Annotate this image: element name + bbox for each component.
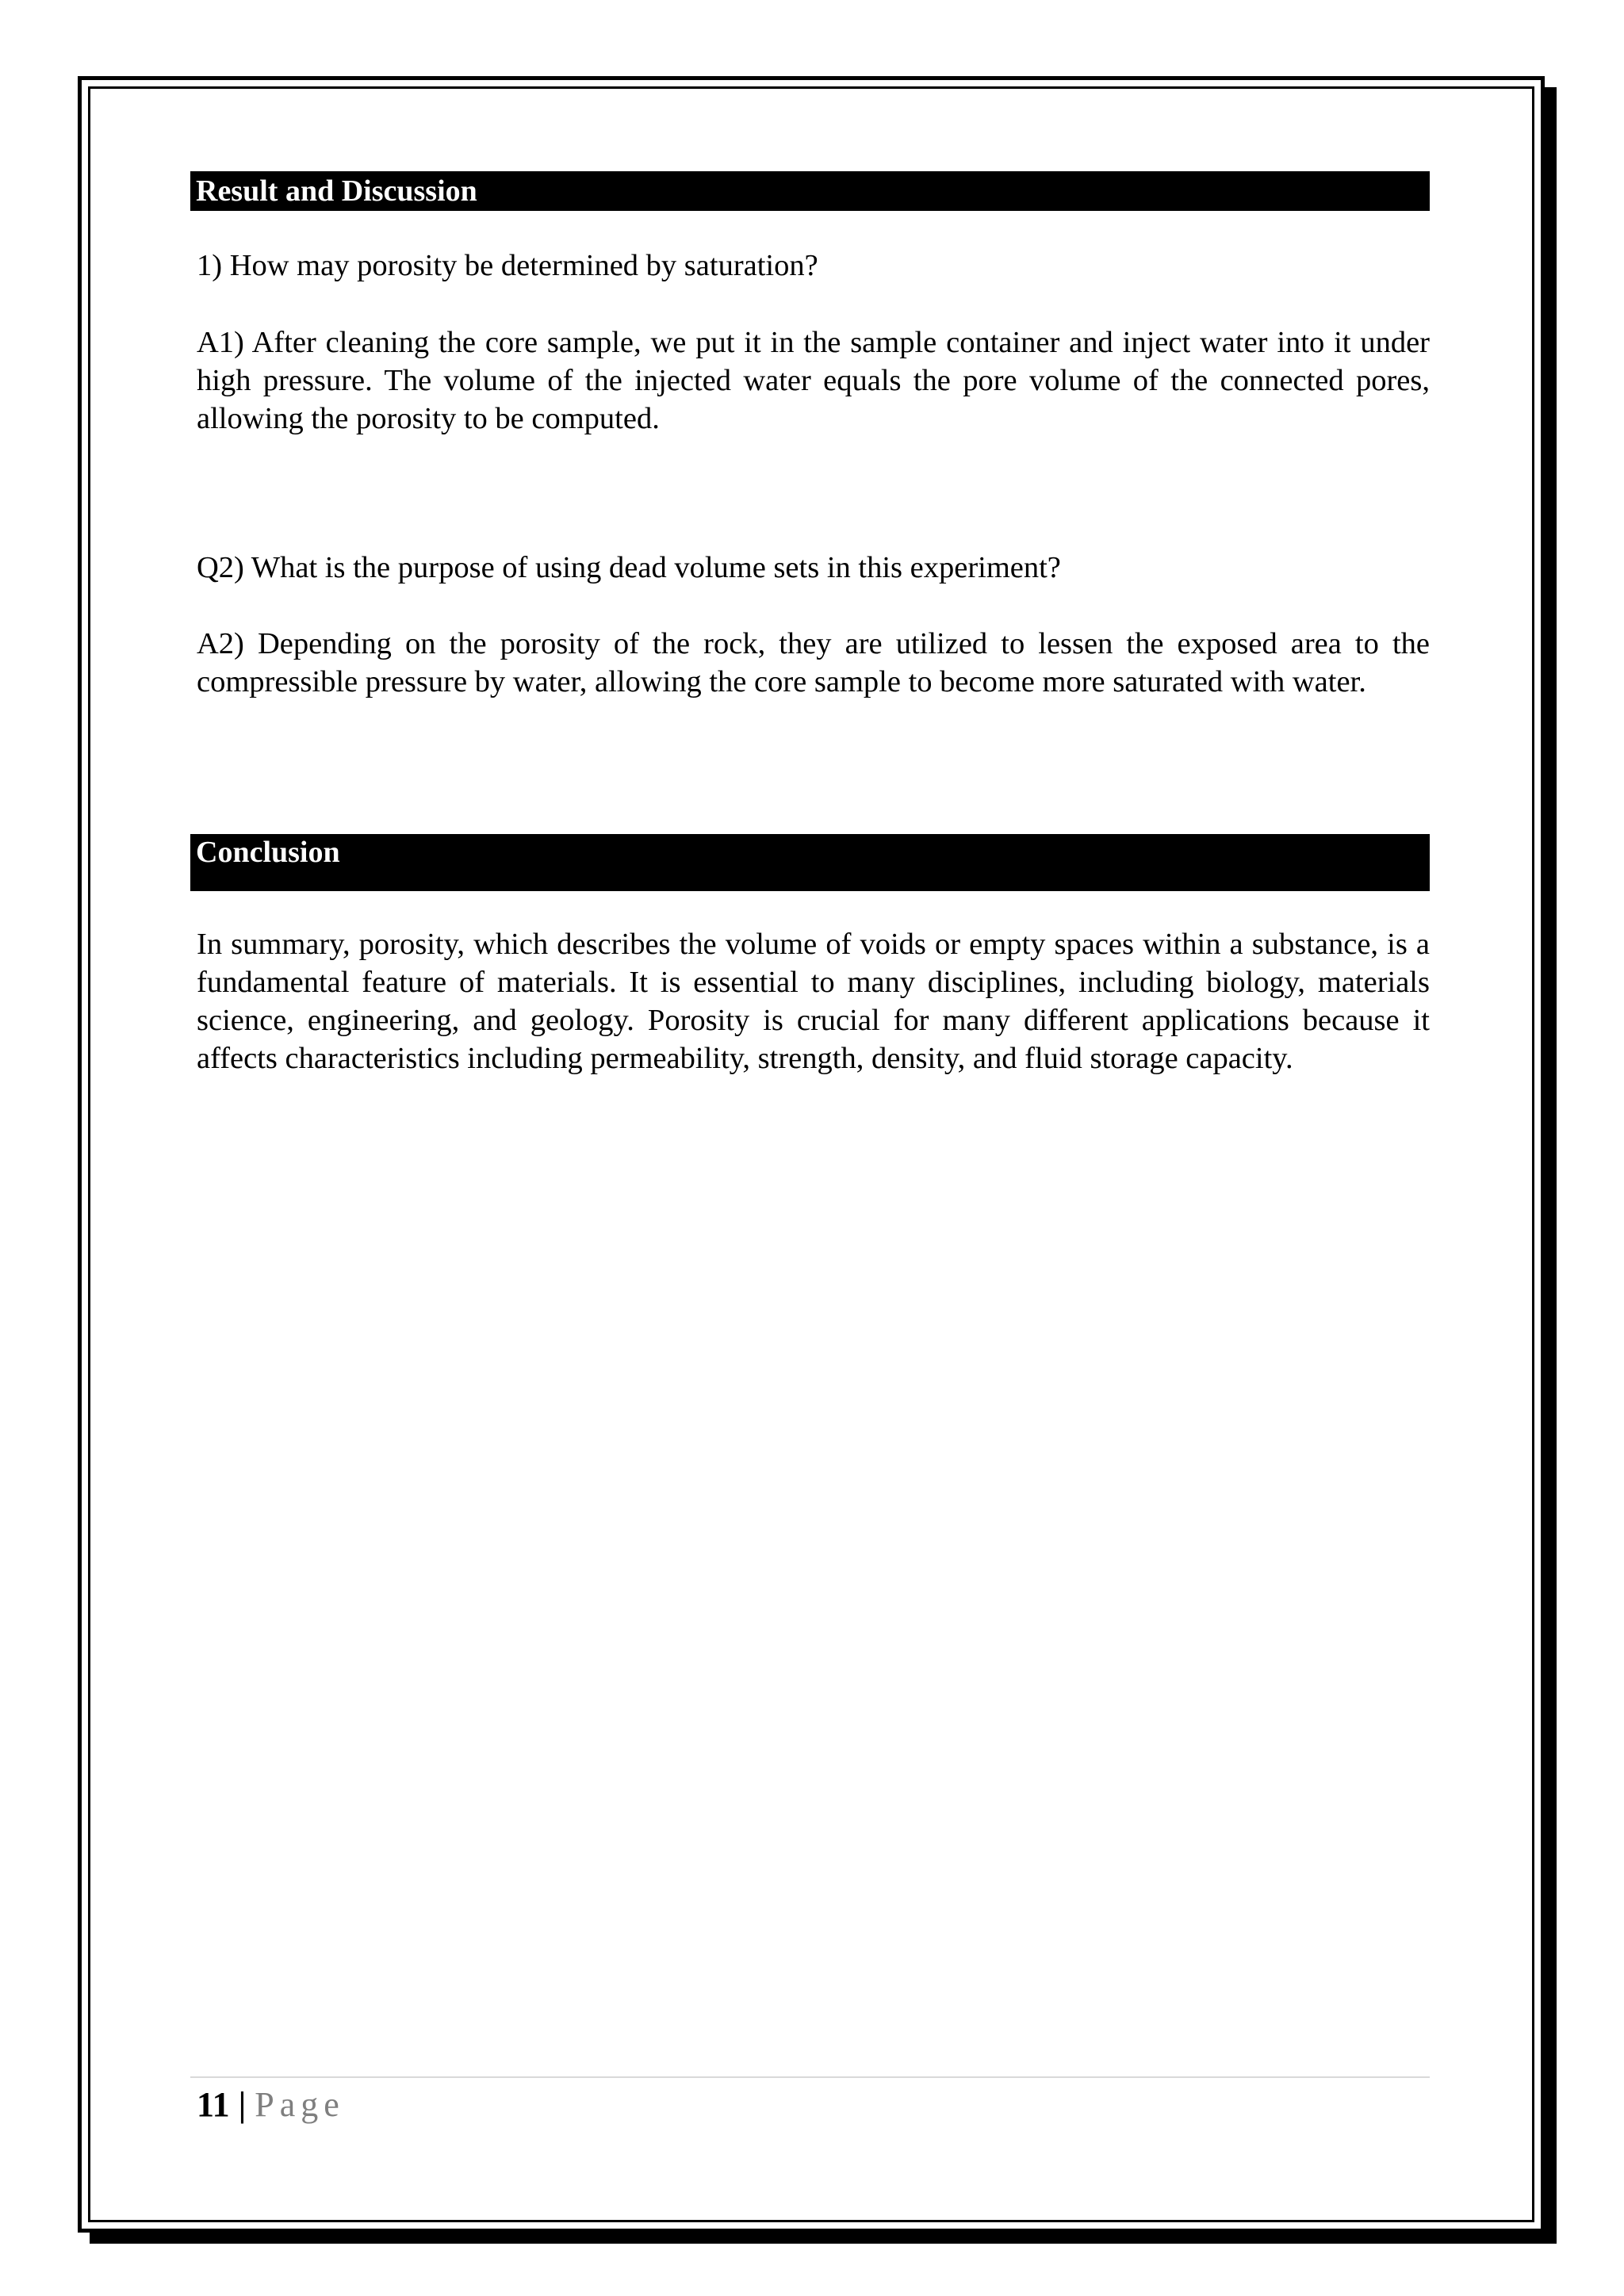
page-number: 11	[197, 2085, 230, 2124]
question-1: 1) How may porosity be determined by saturation?	[197, 249, 818, 282]
footer-divider	[190, 2076, 1430, 2078]
page-label: Page	[255, 2085, 345, 2124]
question-2: Q2) What is the purpose of using dead volume sets in this experiment?	[197, 551, 1061, 584]
page-separator: |	[238, 2085, 247, 2124]
page-footer	[197, 2083, 345, 2127]
answer-2: A2) Depending on the porosity of the rock, they are utilized to lessen the exposed area to the compressible pressure by water, allowing the core sample to become more saturated with water.	[197, 627, 1430, 698]
answer-1: A1) After cleaning the core sample, we put it in the sample container and inject water into it under high pressure. The volume of the injected water equals the pore volume of the connected pores, allowing the porosity to be computed.	[197, 326, 1430, 435]
conclusion-heading: Conclusion	[190, 834, 1430, 891]
result-discussion-heading: Result and Discussion	[190, 171, 1430, 211]
conclusion-paragraph: In summary, porosity, which describes the volume of voids or empty spaces within a substance, is a fundamental feature of materials. It is essential to many disciplines, including biology, materials science, engineering, and geology. Porosity is crucial for many different applications because it affects characteristics including permeability, strength, density, and fluid storage capacity.	[197, 928, 1430, 1075]
